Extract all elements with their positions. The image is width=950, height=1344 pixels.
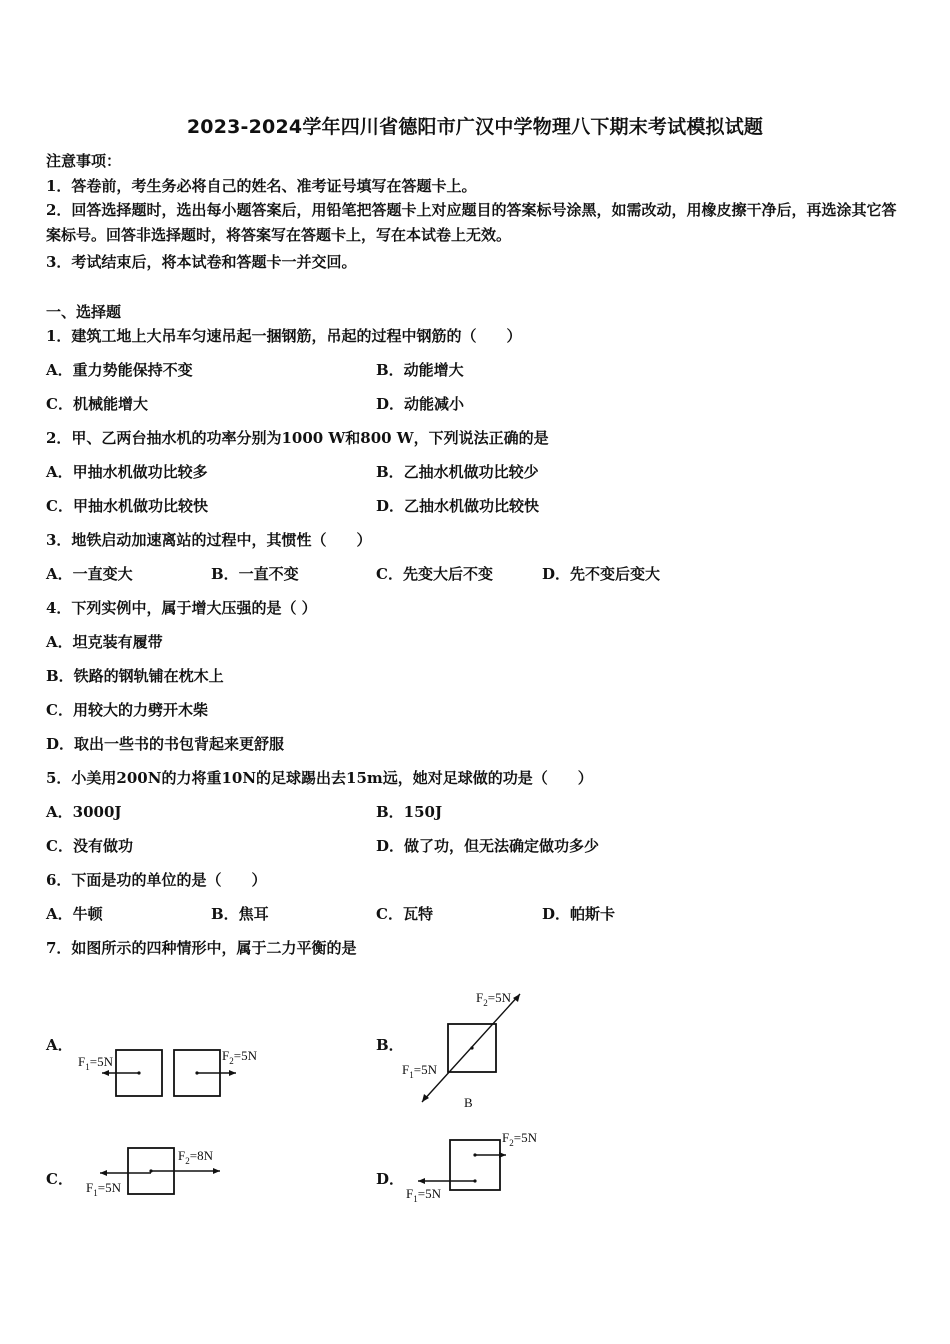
- figure-d-f1-label: $F_1=5N$: [406, 1186, 441, 1204]
- question-4-stem: 4．下列实例中，属于增大压强的是（ ）: [46, 599, 317, 617]
- question-2-option-a: A．甲抽水机做功比较多: [46, 463, 208, 481]
- question-1-option-a: A．重力势能保持不变: [46, 361, 193, 379]
- question-1-option-c: C．机械能增大: [46, 395, 148, 413]
- question-2-option-b: B．乙抽水机做功比较少: [376, 463, 539, 481]
- page-title: 2023-2024学年四川省德阳市广汉中学物理八下期末考试模拟试题: [186, 116, 764, 138]
- question-2-option-d: D．乙抽水机做功比较快: [376, 497, 540, 515]
- question-4-option-c: C．用较大的力劈开木柴: [46, 701, 208, 719]
- question-2-stem: 2．甲、乙两台抽水机的功率分别为1000 W和800 W，下列说法正确的是: [46, 429, 549, 447]
- figure-a-diagram: [76, 1040, 276, 1104]
- question-3-stem: 3．地铁启动加速离站的过程中，其惯性（ ）: [46, 531, 372, 549]
- question-6-stem: 6．下面是功的单位的是（ ）: [46, 871, 267, 889]
- notice-item-1: 1．答卷前，考生务必将自己的姓名、准考证号填写在答题卡上。: [46, 177, 477, 195]
- question-2-option-c: C．甲抽水机做功比较快: [46, 497, 208, 515]
- figure-a-label: A．: [46, 1036, 73, 1054]
- figure-b-f2-label: $F_2=5N$: [476, 990, 511, 1008]
- figure-c-f2-label: $F_2=8N$: [178, 1148, 213, 1166]
- question-3-option-b: B．一直不变: [211, 565, 299, 583]
- question-1-option-b: B．动能增大: [376, 361, 464, 379]
- figure-d-f2-label: $F_2=5N$: [502, 1130, 537, 1148]
- question-6-option-c: C．瓦特: [376, 905, 433, 923]
- figure-d-label: D．: [376, 1170, 405, 1188]
- figure-b-label: B．: [376, 1036, 404, 1054]
- question-3-option-c: C．先变大后不变: [376, 565, 493, 583]
- question-5-stem: 5．小美用200N的力将重10N的足球踢出去15m远，她对足球做的功是（ ）: [46, 769, 593, 787]
- question-3-option-d: D．先不变后变大: [542, 565, 661, 583]
- question-5-option-b: B．150J: [376, 803, 443, 821]
- question-5-option-a: A．3000J: [46, 803, 122, 821]
- figure-c-label: C．: [46, 1170, 73, 1188]
- figure-a-f2-label: $F_2=5N$: [222, 1048, 257, 1066]
- figure-d-diagram: [402, 1126, 562, 1210]
- question-4-option-b: B．铁路的钢轨铺在枕木上: [46, 667, 224, 685]
- figure-c-diagram: [80, 1140, 240, 1204]
- question-4-option-a: A．坦克装有履带: [46, 633, 163, 651]
- question-6-option-b: B．焦耳: [211, 905, 269, 923]
- question-6-option-d: D．帕斯卡: [542, 905, 616, 923]
- figure-b-caption: B: [464, 1095, 473, 1110]
- figure-b-diagram: [400, 986, 550, 1110]
- section-heading: 一、选择题: [46, 303, 122, 321]
- question-3-option-a: A．一直变大: [46, 565, 133, 583]
- notice-item-3: 3．考试结束后，将本试卷和答题卡一并交回。: [46, 253, 357, 271]
- question-6-option-a: A．牛顿: [46, 905, 103, 923]
- question-1-stem: 1．建筑工地上大吊车匀速吊起一捆钢筋，吊起的过程中钢筋的（ ）: [46, 327, 522, 345]
- notice-heading: 注意事项：: [46, 152, 122, 170]
- question-5-option-d: D．做了功，但无法确定做功多少: [376, 837, 600, 855]
- figure-a-f1-label: $F_1=5N$: [78, 1054, 113, 1072]
- question-5-option-c: C．没有做功: [46, 837, 133, 855]
- question-4-option-d: D．取出一些书的书包背起来更舒服: [46, 735, 285, 753]
- question-1-option-d: D．动能减小: [376, 395, 465, 413]
- question-7-stem: 7．如图所示的四种情形中，属于二力平衡的是: [46, 939, 357, 957]
- figure-b-f1-label: $F_1=5N$: [402, 1062, 437, 1080]
- notice-item-2: 2．回答选择题时，选出每小题答案后，用铅笔把答题卡上对应题目的答案标号涂黑，如需改动，用橡皮擦干净后，再选涂其它答案标号。回答非选择题时，将答案写在答题卡上，写在本试卷上无效。: [46, 201, 897, 244]
- figure-c-f1-label: $F_1=5N$: [86, 1180, 121, 1198]
